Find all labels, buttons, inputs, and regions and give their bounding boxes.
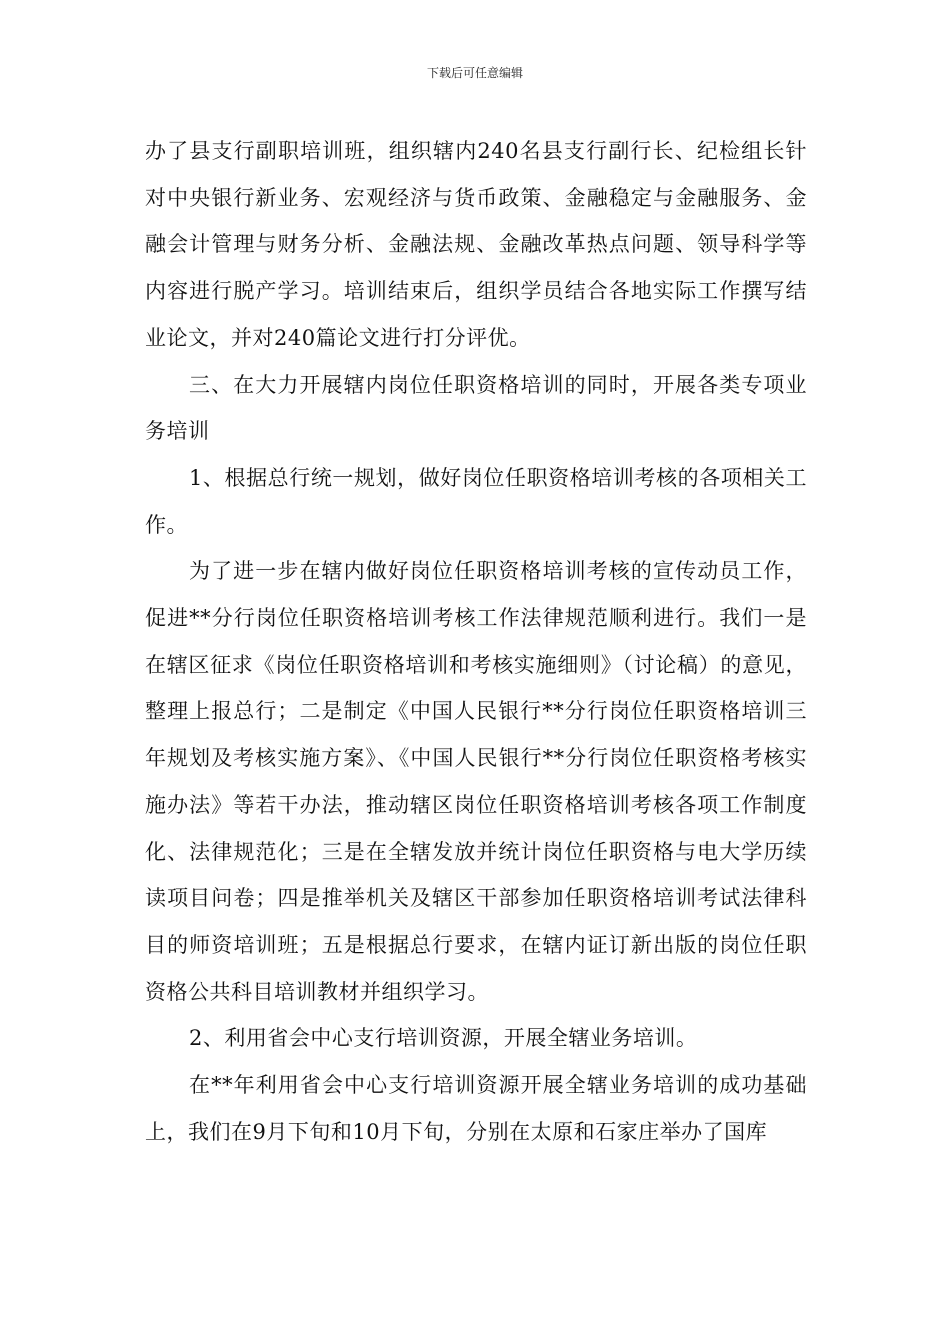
subheading-one: 1、根据总行统一规划，做好岗位任职资格培训考核的各项相关工作。: [145, 465, 807, 537]
document-body: [145, 128, 807, 1155]
paragraph-final: 在**年利用省会中心支行培训资源开展全辖业务培训的成功基础上，我们在9月下旬和10月下旬，分别在太原和石家庄举办了国库: [145, 1073, 807, 1144]
paragraph-body: 为了进一步在辖内做好岗位任职资格培训考核的宣传动员工作，促进**分行岗位任职资格培训考核工作法律规范顺利进行。我们一是在辖区征求《岗位任职资格培训和考核实施细则》（讨论稿）的意见，整理上报总行；二是制定《中国人民银行**分行岗位任职资格培训三年规划及考核实施方案》、《中国人民银行**分行岗位任职资格考核实施办法》等若干办法，推动辖区岗位任职资格培训考核各项工作制度化、法律规范化；三是在全辖发放并统计岗位任职资格与电大学历续读项目问卷；四是推举机关及辖区干部参加任职资格培训考试法律科目的师资培训班；五是根据总行要求，在辖内证订新出版的岗位任职资格公共科目培训教材并组织学习。: [145, 559, 807, 1004]
page-header: 下载后可任意编辑: [426, 66, 523, 80]
section-heading-three: 三、在大力开展辖内岗位任职资格培训的同时，开展各类专项业务培训: [145, 372, 807, 444]
paragraph-continued: 办了县支行副职培训班，组织辖内240名县支行副行长、纪检组长针对中央银行新业务、宏观经济与货币政策、金融稳定与金融服务、金融会计管理与财务分析、金融法规、金融改革热点问题、领导科学等内容进行脱产学习。培训结束后，组织学员结合各地实际工作撰写结业论文，并对240篇论文进行打分评优。: [145, 139, 807, 350]
subheading-two: 2、利用省会中心支行培训资源，开展全辖业务培训。: [189, 1026, 698, 1051]
